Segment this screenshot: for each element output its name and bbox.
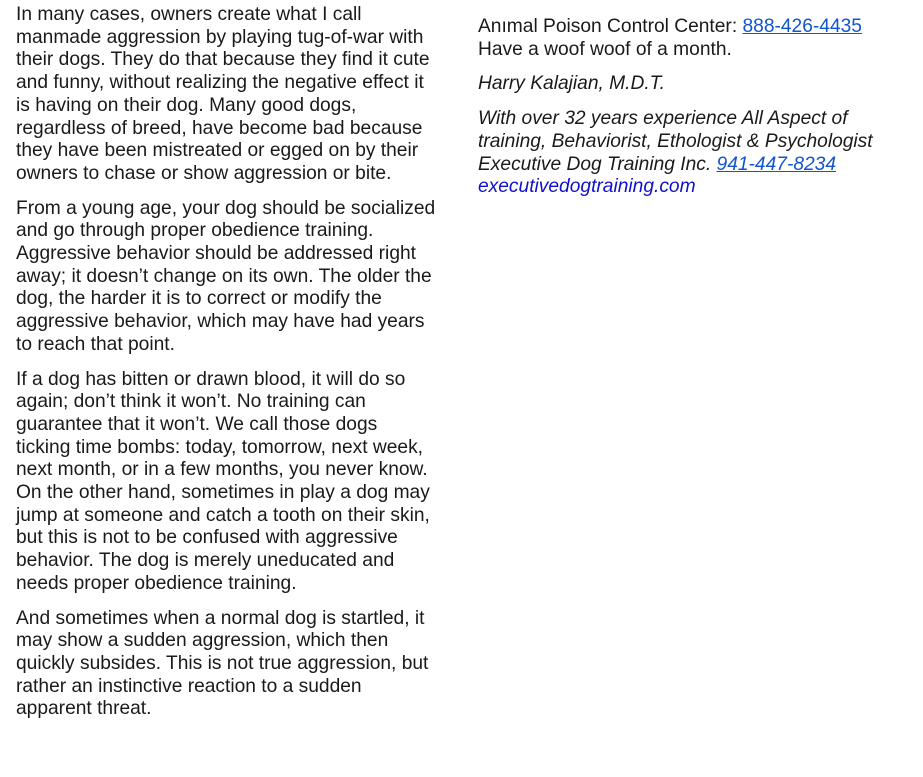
article-paragraph-2: From a young age, your dog should be socialized and go through proper obedience training. Aggressive behavior should be addressed right away; it doesn’t change on its own. The older the dog, the harder it is to correct or modify the aggressive behavior, which may have had years to reach that point. xyxy=(16,197,436,355)
article-paragraph-3: If a dog has bitten or drawn blood, it will do so again; don’t think it won’t. No training can guarantee that it won’t. We call those dogs ticking time bombs: today, tomorrow, next week, next month, or in a few months, you never know. On the other hand, sometimes in play a dog may jump at someone and catch a tooth on their skin, but this is not to be confused with aggressive behavior. The dog is merely uneducated and needs proper obedience training. xyxy=(16,368,430,594)
author-phone-link[interactable]: 941-447-8234 xyxy=(716,153,837,175)
website-link[interactable]: executivedogtraining.com xyxy=(478,176,696,198)
poison-control-block xyxy=(478,16,918,61)
poison-control-label: Anımal Poison Control Center: xyxy=(478,16,743,37)
article-paragraph-4: And sometimes when a normal dog is startled, it may show a sudden aggression, which then quickly subsides. This is not true aggression, but rather an instinctive reaction to a sudden apparent threat. xyxy=(16,607,429,720)
author-bio-text: With over 32 years experience All Aspect of training, Behaviorist, Ethologist & Psychologist Executive Dog Training Inc. xyxy=(478,108,873,175)
article-body xyxy=(16,4,436,733)
author-sidebar xyxy=(478,16,918,211)
poison-control-phone-link[interactable]: 888-426-4435 xyxy=(742,16,862,37)
sign-off-text: Have a woof woof of a month. xyxy=(478,38,732,60)
author-bio xyxy=(478,108,918,199)
article-paragraph-1: In many cases, owners create what I call manmade aggression by playing tug-of-war with their dogs. They do that because they find it cute and funny, without realizing the negative effect it is having on their dog. Many good dogs, regardless of breed, have become bad because they have been mistreated or egged on by their owners to chase or show aggression or bite. xyxy=(16,4,430,184)
author-name: Harry Kalajian, M.D.T. xyxy=(478,73,665,95)
